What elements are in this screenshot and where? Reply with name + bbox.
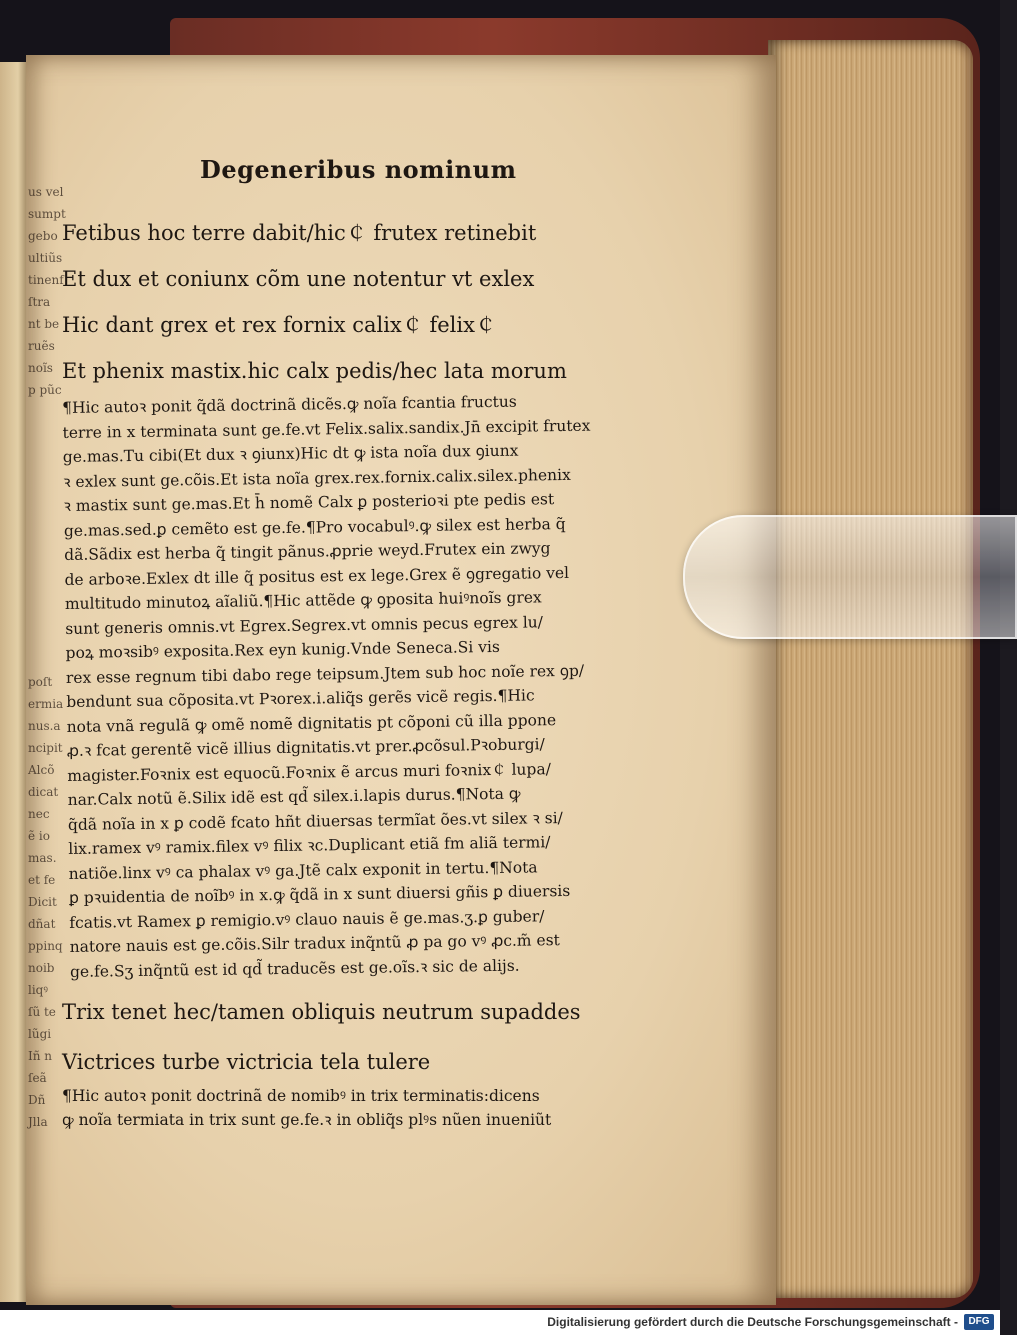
funding-credit: Digitalisierung gefördert durch die Deutsche Forschungsgemeinschaft - bbox=[547, 1315, 958, 1329]
commentary-line: bendunt sua cõposita.vt Pꝛorex.i.aliq̃s gerẽs vicẽ regis.¶Hic bbox=[66, 686, 535, 711]
margin-fragment: Iñ n bbox=[28, 1049, 53, 1063]
commentary-line: ge.mas.sed.ꝑ cemẽto est ge.fe.¶Pro vocabulꝰ.ꝙ silex est herba q̃ bbox=[63, 514, 566, 540]
verse-line: Et phenix mastix.hic calx pedis/hec lata morum bbox=[62, 359, 567, 383]
margin-fragment: noĩs bbox=[28, 361, 53, 375]
commentary-line: ꝓ.ꝛ fcat gerentẽ vicẽ illius dignitatis.vt prer.ꝓcõsul.Pꝛoburgi/ bbox=[66, 735, 545, 760]
verse-line: Hic dant grex et rex fornix calix￠ felix￠ bbox=[62, 313, 496, 337]
margin-fragment: Alcõ bbox=[28, 763, 55, 777]
verse-line: Fetibus hoc terre dabit/hic￠ frutex retinebit bbox=[62, 221, 537, 245]
margin-fragment: ẽ io bbox=[28, 829, 50, 843]
verse-block-2 bbox=[62, 990, 632, 1084]
commentary-line: ꝛ exlex sunt ge.cõis.Et ista noĩa grex.rex.fornix.calix.silex.phenix bbox=[63, 465, 571, 491]
commentary-line: ꝑ pꝛuidentia de noĩbꝰ in x.ꝙ q̃dã in x sunt diuersi gñis ꝑ diuersis bbox=[68, 881, 571, 907]
page-text bbox=[62, 155, 632, 1132]
margin-fragment: us vel bbox=[28, 185, 64, 199]
margin-fragment: ſtra bbox=[28, 295, 51, 309]
margin-fragment: poſt bbox=[28, 675, 53, 689]
margin-fragment: sumpt bbox=[28, 207, 66, 221]
margin-fragment: lũgi bbox=[28, 1027, 52, 1041]
margin-fragment: nus.a bbox=[28, 719, 61, 733]
verse-block bbox=[62, 210, 632, 394]
commentary-block bbox=[62, 388, 640, 984]
margin-fragment: Dicit bbox=[28, 895, 57, 909]
margin-fragment: ncipit bbox=[28, 741, 63, 755]
book-page bbox=[26, 55, 776, 1305]
margin-fragment: ſũ te bbox=[28, 1005, 56, 1019]
margin-fragment: nt be bbox=[28, 317, 60, 331]
dfg-logo: DFG bbox=[964, 1314, 994, 1330]
page-heading: Degeneribus nominum bbox=[200, 155, 517, 184]
margin-fragment: tinenf bbox=[28, 273, 64, 287]
commentary-line: sunt generis omnis.vt Egrex.Segrex.vt omnis pecus egrex lu/ bbox=[65, 612, 544, 638]
commentary-line: ¶Hic autoꝛ ponit doctrinã de nomibꝰ in trix terminatis:dicens bbox=[62, 1087, 540, 1105]
page-edges bbox=[768, 40, 973, 1298]
footer-bar bbox=[0, 1310, 1000, 1335]
commentary-line: poꝝ moꝛsibꝰ exposita.Rex eyn kunig.Vnde Seneca.Si vis bbox=[65, 637, 501, 662]
margin-fragment: mas. bbox=[28, 851, 57, 865]
commentary-line: lix.ramex vꝰ ramix.filex vꝰ filix ꝛc.Duplicant etiã fm aliã termi/ bbox=[68, 833, 551, 858]
margin-fragment: ppinq bbox=[28, 939, 63, 953]
margin-fragment: liqꝰ bbox=[28, 983, 48, 997]
commentary-line: rex esse regnum tibi dabo rege teipsum.Jtem sub hoc noĩe rex ꝯp/ bbox=[65, 661, 585, 687]
commentary-line: nota vnã regulã ꝙ omẽ nomẽ dignitatis pt cõponi cũ illa ppone bbox=[66, 710, 557, 736]
commentary-line: ge.mas.Tu cibi(Et dux ꝛ ꝯiunx)Hic dt ꝙ ista noĩa dux ꝯiunx bbox=[62, 441, 519, 466]
commentary-line: multitudo minutoꝝ aĩaliũ.¶Hic attẽde ꝙ ꝯposita huiꝰnoĩs grex bbox=[64, 588, 542, 613]
commentary-line: q̃dã noĩa in x ꝑ codẽ fcato hñt diuersas termĩat ões.vt silex ꝛ si/ bbox=[67, 808, 563, 834]
margin-fragment: ultiũs bbox=[28, 251, 63, 265]
verse-line: Victrices turbe victricia tela tulere bbox=[62, 1050, 431, 1074]
margin-fragment: noib bbox=[28, 961, 55, 975]
verse-line: Trix tenet hec/tamen obliquis neutrum supaddes bbox=[62, 1000, 581, 1024]
margin-fragment: ſeã bbox=[28, 1071, 47, 1085]
margin-fragment: nec bbox=[28, 807, 50, 821]
commentary-line: natore nauis est ge.cõis.Silr tradux inq̃ntũ ꝓ pa go vꝰ ꝓc.m̃ est bbox=[69, 931, 560, 956]
commentary-block-2 bbox=[62, 1084, 632, 1132]
commentary-line: magister.Foꝛnix est equocũ.Foꝛnix ẽ arcus muri foꝛnix￠ lupa/ bbox=[67, 759, 551, 785]
commentary-line: terre in x terminata sunt ge.fe.vt Felix.salix.sandix.Jn̄ excipit frutex bbox=[62, 416, 591, 442]
margin-fragment: dñat bbox=[28, 917, 56, 931]
verse-line: Et dux et coniunx cõm une notentur vt exlex bbox=[62, 267, 535, 291]
page-weight-marker bbox=[683, 515, 1017, 639]
margin-fragment: et fe bbox=[28, 873, 56, 887]
margin-fragment: dicat bbox=[28, 785, 59, 799]
margin-fragment: Dñ bbox=[28, 1093, 46, 1107]
commentary-line: ge.fe.Sʒ inq̃ntũ est id qd̃ traducẽs est ge.oĩs.ꝛ sic de alijs. bbox=[69, 956, 520, 981]
margin-fragment: ruẽs bbox=[28, 339, 55, 353]
commentary-line: de arboꝛe.Exlex dt ille q̃ positus est ex lege.Grex ẽ ꝯgregatio vel bbox=[64, 563, 570, 589]
commentary-line: natiõe.linx vꝰ ca phalax vꝰ ga.Jtẽ calx exponit in tertu.¶Nota bbox=[68, 857, 538, 883]
commentary-line: fcatis.vt Ramex ꝑ remigio.vꝰ clauo nauis ẽ ge.mas.ʒ.ꝑ guber/ bbox=[69, 906, 545, 932]
margin-fragment: gebo bbox=[28, 229, 58, 243]
left-margin-fragments bbox=[26, 61, 66, 1261]
margin-fragment: p pũc bbox=[28, 383, 62, 397]
margin-fragment: Jlla bbox=[28, 1115, 48, 1129]
commentary-line: nar.Calx notũ ẽ.Silix idẽ est qd̃ silex.i.lapis durus.¶Nota ꝙ bbox=[67, 784, 521, 809]
commentary-line: ¶Hic autoꝛ ponit q̃dã doctrinã dicẽs.ꝙ noĩa fcantia fructus bbox=[62, 392, 517, 417]
commentary-line: ꝙ noĩa termiata in trix sunt ge.fe.ꝛ in obliq̃s plꝰs nũen inueniũt bbox=[62, 1111, 552, 1129]
margin-fragment: ermia bbox=[28, 697, 64, 711]
commentary-line: dã.Sãdix est herba q̃ tingit pãnus.ꝓprie weyd.Frutex ein zwyg bbox=[64, 539, 551, 564]
commentary-line: ꝛ mastix sunt ge.mas.Et h̄ nomẽ Calx ꝑ posterioꝛi pte pedis est bbox=[63, 490, 555, 515]
